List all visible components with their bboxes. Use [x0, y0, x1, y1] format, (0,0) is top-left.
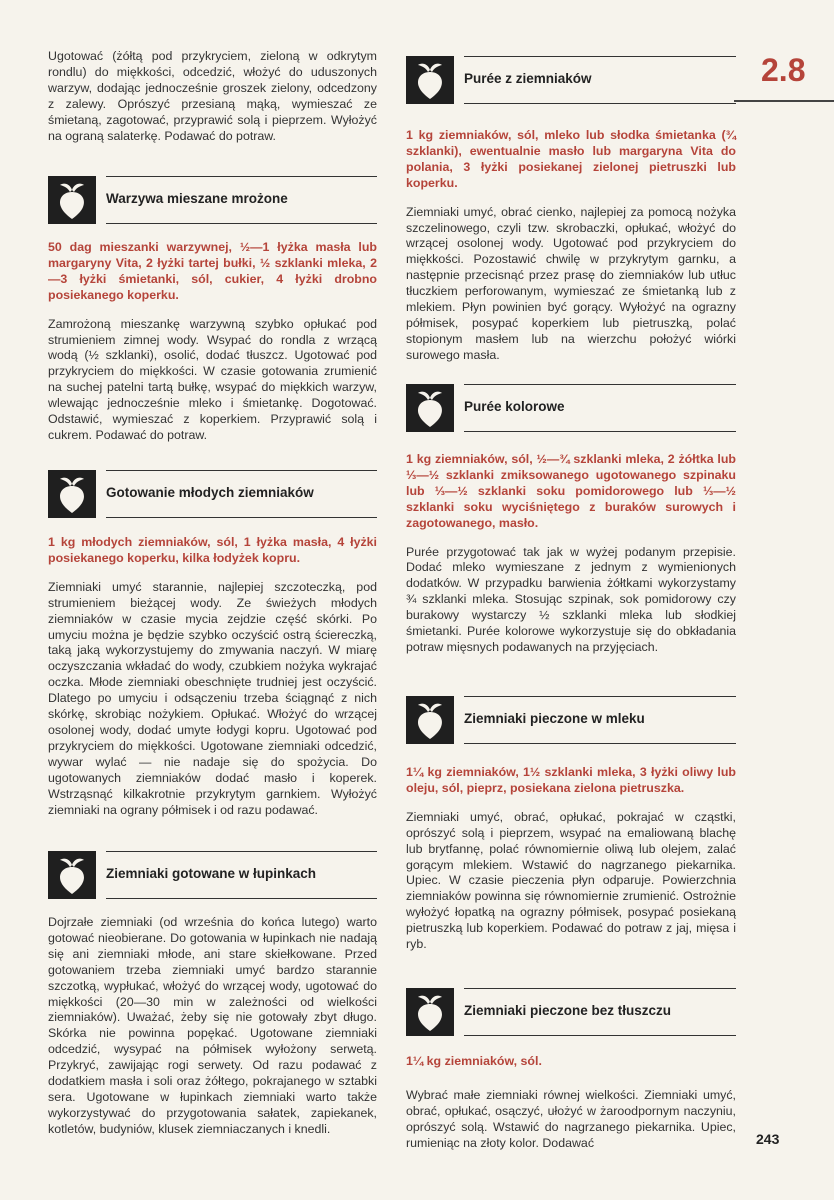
- recipe-text: Zamrożoną mieszankę warzywną szybko opłukać pod strumieniem zimnej wody. Wsypać do rondla z wrzącą wodą (½ szklanki), osolić, dodać tłuszcz. Ugotować pod przykryciem do miękkości. W czasie gotowania zrumienić na suchej patelni tartą bułkę, wsypać do miękkich warzyw, wlewając jednocześnie mleko i śmietankę. Dogotować. Odstawić, wymieszać z koperkiem. Przyprawić solą i cukrem. Podawać do potraw.: [48, 316, 377, 442]
- beet-icon: [48, 851, 96, 899]
- recipe-title: Purée z ziemniaków: [464, 71, 592, 86]
- chapter-rule: [734, 100, 834, 102]
- recipe-body-puree: [406, 128, 736, 364]
- recipe-body-mlode: [48, 535, 377, 818]
- recipe-title: Ziemniaki pieczone w mleku: [464, 711, 645, 726]
- recipe-ingredients: 1 kg ziemniaków, sól, ½—¾ szklanki mleka, 2 żółtka lub ⅓—½ szklanki zmiksowanego ugotowanego szpinaku lub ⅓—½ szklanki soku pomidorowego lub ⅓—½ szklanki soku wyciśniętego z buraków surowych i zagotowanego, masło.: [406, 452, 736, 530]
- recipe-body-mleku: [406, 765, 736, 953]
- beet-icon: [406, 56, 454, 104]
- beet-icon: [48, 470, 96, 518]
- recipe-ingredients: 1¼ kg ziemniaków, sól.: [406, 1054, 542, 1068]
- recipe-body-kolorowe: [406, 452, 736, 656]
- recipe-body-lupinkach: [48, 915, 377, 1138]
- chapter-number: 2.8: [761, 52, 806, 88]
- recipe-header-kolorowe: [406, 384, 736, 432]
- left-intro-block: [48, 49, 377, 144]
- recipe-header-warzywa: [48, 176, 377, 224]
- beet-icon: [406, 384, 454, 432]
- recipe-body-warzywa: [48, 240, 377, 444]
- recipe-ingredients: 1¼ kg ziemniaków, 1½ szklanki mleka, 3 łyżki oliwy lub oleju, sól, pieprz, posiekana zielona pietruszka.: [406, 765, 736, 795]
- recipe-title: Gotowanie młodych ziemniaków: [106, 485, 314, 500]
- recipe-title: Purée kolorowe: [464, 399, 565, 414]
- recipe-body-bez-tluszczu: [406, 1054, 736, 1152]
- recipe-text: Ziemniaki umyć, obrać cienko, najlepiej za pomocą nożyka szczelinowego, czyli tzw. skrobaczki, opłukać, włożyć do wrzącej osolonej wody. Ugotować pod przykryciem do miękkości. Pozostawić chwilę w przykrytym garnku, a następnie przecisnąć przez prasę do ziemniaków lub utłuc tłuczkiem perforowanym, wymieszać ze śmietanką lub z mlekiem. Płyn powinien być gorący. Wyłożyć na ograzny półmisek, posypać koperkiem lub pietruszką, polać stopionym masłem lub na wierzchu położyć wiórki surowego masła.: [406, 204, 736, 362]
- recipe-header-bez-tluszczu: [406, 988, 736, 1036]
- recipe-header-lupinkach: [48, 851, 377, 899]
- recipe-title: Ziemniaki pieczone bez tłuszczu: [464, 1003, 672, 1018]
- recipe-header-puree: [406, 56, 736, 104]
- recipe-title: Warzywa mieszane mrożone: [106, 191, 288, 206]
- recipe-text: Dojrzałe ziemniaki (od września do końca lutego) warto gotować nieobierane. Do gotowania w łupinkach nie nadają się ani ziemniaki młode, ani stare skiełkowane. Przed gotowaniem trzeba ziemniaki umyć bardzo starannie szczotką, wypłukać, włożyć do wrzącej wody, ugotować do miękkości (20—30 min w zależności od wielkości ziemniaków). Uważać, żeby się nie gotowały zbyt długo. Skórka nie powinna popękać. Ugotowane ziemniaki odcedzić, wysypać na półmisek wyłożony serwetą. Przykryć, zawijając rogi serwety. Od razu podawać z dodatkiem masła i soli oraz żółtego, pokrajanego w sztabki sera. Ugotowane w łupinkach ziemniaki warto także wykorzystywać do przygotowania sałatek, zapiekanek, kotletów, budyniów, klusek ziemniaczanych i knedli.: [48, 915, 377, 1136]
- recipe-text: Purée przygotować tak jak w wyżej podanym przepisie. Dodać mleko wymieszane z jednym z wymienionych dodatków. W przypadku barwienia żółtkami wykorzystamy ¾ szklanki mleka. Stosując szpinak, sok pomidorowy czy burakowy wystarczy ½ szklanki mleka lub słodkiej śmietanki. Purée kolorowe wykorzystuje się do obkładania potraw mięsnych podawanych na przyjęciach.: [406, 544, 736, 654]
- beet-icon: [406, 988, 454, 1036]
- beet-icon: [406, 696, 454, 744]
- recipe-header-mleku: [406, 696, 736, 744]
- recipe-ingredients: 50 dag mieszanki warzywnej, ½—1 łyżka masła lub margaryny Vita, 2 łyżki tartej bułki, ½ szklanki mleka, 2—3 łyżki śmietanki, sól, cukier, 4 łyżki drobno posiekanego koperku.: [48, 240, 377, 302]
- beet-icon: [48, 176, 96, 224]
- recipe-header-mlode: [48, 470, 377, 518]
- recipe-ingredients: 1 kg młodych ziemniaków, sól, 1 łyżka masła, 4 łyżki posiekanego koperku, kilka łodyżek kopru.: [48, 535, 377, 565]
- intro-text: Ugotować (żółtą pod przykryciem, zieloną w odkrytym rondlu) do miękkości, odcedzić, włożyć do uduszonych warzyw, dodając jednocześnie groszek zielony, odcedzony z zalewy. Oprószyć przesianą mąką, wymieszać ze śmietaną, zagotować, przyprawić solą i pieprzem. Wyłożyć na ograną salaterkę. Podawać do potraw.: [48, 49, 377, 143]
- page-number: 243: [756, 1131, 780, 1147]
- recipe-text: Ziemniaki umyć, obrać, opłukać, pokrajać w cząstki, oprószyć solą i pieprzem, wsypać na emaliowaną blachę lub brytfannę, polać równomiernie oliwą lub olejem, zalać gorącym mlekiem. Wstawić do nagrzanego piekarnika. Upiec. W czasie pieczenia płyn odparuje. Powierzchnia ziemniaków powinna się równomiernie zrumienić. Ostrożnie wyłożyć łopatką na ograzny półmisek, posypać posiekaną pietruszką lub koperkiem. Podawać do potraw z jaj, mięsa i ryb.: [406, 809, 736, 952]
- recipe-ingredients: 1 kg ziemniaków, sól, mleko lub słodka śmietanka (¾ szklanki), ewentualnie masło lub margaryna Vita do polania, 3 łyżki posiekanej zielonej pietruszki lub koperku.: [406, 128, 736, 190]
- recipe-text: Ziemniaki umyć starannie, najlepiej szczoteczką, pod strumieniem bieżącej wody. Ze świeżych młodych ziemniaków w czasie mycia zejdzie część skórki. Po umyciu można je będzie szybko oczyścić ostrą ściereczką, taką jaką wykorzystujemy do zmywania naczyń. W miarę oczyszczania wkładać do wody, czubkiem nożyka wykrajać oczka. Młode ziemniaki obeschnięte trudniej jest oczyścić. Dlatego po umyciu i odsączeniu trzeba ściągnąć z nich skórkę, skrobiąc nożykiem. Opłukać. Włożyć do wrzącej osolonej wody, dodać umyte łodygi kopru. Ugotować pod przykryciem do miękkości. Ugotowane ziemniaki odcedzić, wywar wylać — nie nadaje się do spożycia. Do ugotowanych ziemniaków dodać masło i koperek. Wstrząsnąć kilkakrotnie przykrytym garnkiem. Wyłożyć ziemniaki na ograny półmisek i od razu podawać.: [48, 579, 377, 817]
- recipe-text: Wybrać małe ziemniaki równej wielkości. Ziemniaki umyć, obrać, opłukać, osączyć, ułożyć w żaroodpornym naczyniu, oprószyć solą. Wstawić do nagrzanego piekarnika. Upiec, rumieniąc na złoty kolor. Dodawać: [406, 1087, 736, 1150]
- recipe-title: Ziemniaki gotowane w łupinkach: [106, 866, 317, 881]
